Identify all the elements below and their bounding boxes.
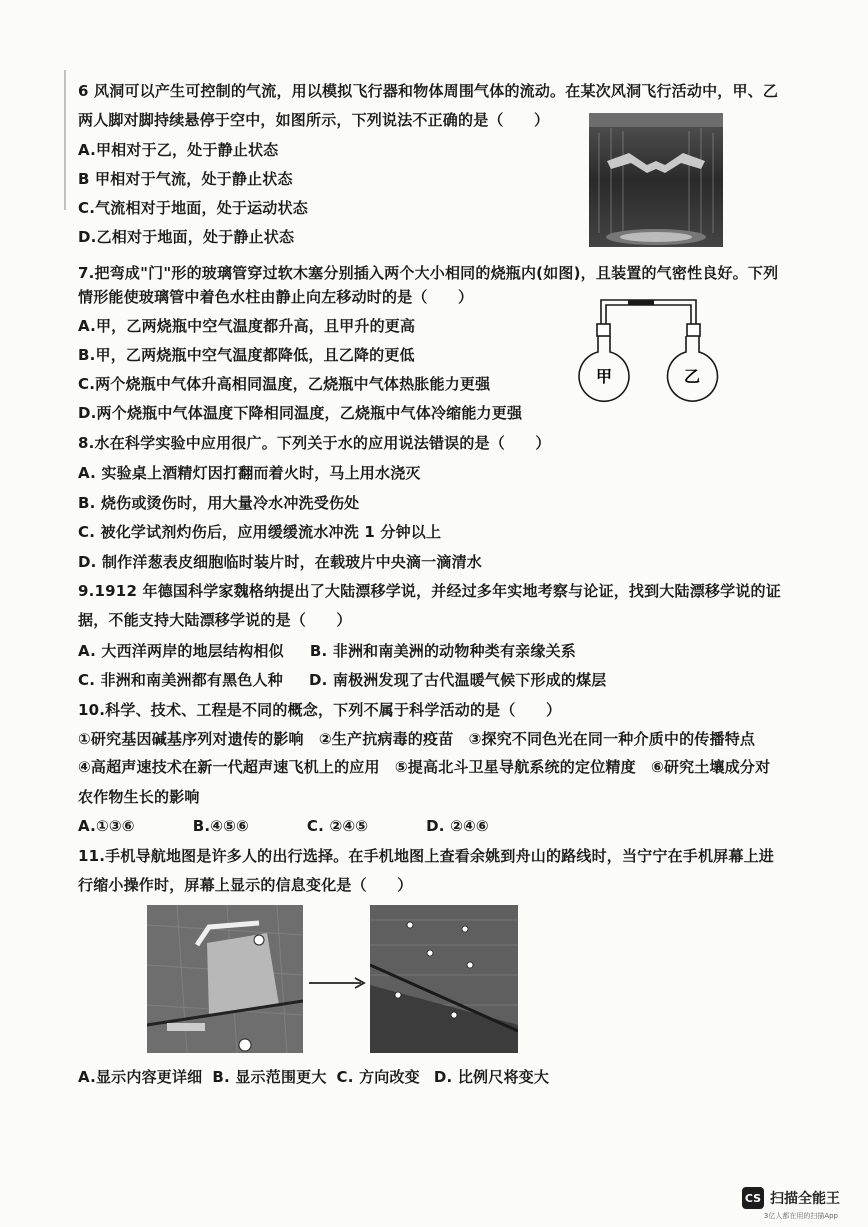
flask-right-label: 乙 [683,367,701,386]
q9-options-ab [78,640,576,662]
q9-option-a[interactable]: A. 大西洋两岸的地层结构相似 [78,642,284,660]
camscanner-slogan: 3亿人都在用的扫描App [763,1212,838,1220]
q10-options [78,815,489,837]
q11-stem-line1: 11.手机导航地图是许多人的出行选择。在手机地图上查看余姚到舟山的路线时，当宁宁在手机屏幕上进 [78,847,774,865]
q10-option-a[interactable]: A.①③⑥ [78,817,135,835]
q6-option-d[interactable]: D.乙相对于地面，处于静止状态 [78,228,295,246]
q10-items-line3: 农作物生长的影响 [78,788,200,806]
q8-stem: 8.水在科学实验中应用很广。下列关于水的应用说法错误的是（ ） [78,434,551,452]
q7-stem-line1: 7.把弯成"门"形的玻璃管穿过软木塞分别插入两个大小相同的烧瓶内(如图)，且装置的气密性良好。下列 [78,264,779,282]
q9-options-cd [78,669,607,691]
q10-option-b[interactable]: B.④⑤⑥ [192,817,249,835]
q11-stem-line2: 行缩小操作时，屏幕上显示的信息变化是（ ） [78,876,413,894]
margin-line [64,70,66,210]
q10-stem: 10.科学、技术、工程是不同的概念，下列不属于科学活动的是（ ） [78,701,562,719]
q8-option-b[interactable]: B. 烧伤或烫伤时，用大量冷水冲洗受伤处 [78,494,360,512]
q11-option-a[interactable]: A.显示内容更详细 [78,1068,203,1086]
q6-option-c[interactable]: C.气流相对于地面，处于运动状态 [78,199,308,217]
map-after-zoom [370,905,518,1053]
arrow-icon [307,975,367,991]
wind-tunnel-photo [589,113,723,247]
water-column [628,300,654,305]
q6-stem-line2: 两人脚对脚持续悬停于空中，如图所示，下列说法不正确的是（ ） [78,111,550,129]
flask-left-label: 甲 [595,367,613,386]
camscanner-watermark [742,1187,840,1209]
q6-option-a[interactable]: A.甲相对于乙，处于静止状态 [78,141,279,159]
q10-items-line1: ①研究基因碱基序列对遗传的影响 ②生产抗病毒的疫苗 ③探究不同色光在同一种介质中的传播特点 [78,730,756,748]
q7-option-c[interactable]: C.两个烧瓶中气体升高相同温度，乙烧瓶中气体热胀能力更强 [78,375,491,393]
q8-option-c[interactable]: C. 被化学试剂灼伤后，应用缓缓流水冲洗 1 分钟以上 [78,523,442,541]
q11-option-c[interactable]: C. 方向改变 [336,1068,420,1086]
q8-option-d[interactable]: D. 制作洋葱表皮细胞临时装片时，在载玻片中央滴一滴清水 [78,553,482,571]
q9-stem-line1: 9.1912 年德国科学家魏格纳提出了大陆漂移学说，并经过多年实地考察与论证，找到大陆漂移学说的证 [78,582,781,600]
q10-option-d[interactable]: D. ②④⑥ [426,817,489,835]
q7-option-d[interactable]: D.两个烧瓶中气体温度下降相同温度，乙烧瓶中气体冷缩能力更强 [78,404,523,422]
flasks-diagram [568,290,738,415]
q11-options [78,1066,549,1088]
q9-option-c[interactable]: C. 非洲和南美洲都有黑色人种 [78,671,283,689]
q7-option-b[interactable]: B.甲，乙两烧瓶中空气温度都降低，且乙降的更低 [78,346,415,364]
q11-option-d[interactable]: D. 比例尺将变大 [433,1068,550,1086]
q9-option-d[interactable]: D. 南极洲发现了古代温暖气候下形成的煤层 [308,671,607,689]
camscanner-logo-icon: CS [742,1187,764,1209]
q11-option-b[interactable]: B. 显示范围更大 [212,1068,327,1086]
map-before-zoom [147,905,303,1053]
q10-option-c[interactable]: C. ②④⑤ [306,817,369,835]
q7-option-a[interactable]: A.甲，乙两烧瓶中空气温度都升高，且甲升的更高 [78,317,416,335]
q6-stem-line1: 6 风洞可以产生可控制的气流，用以模拟飞行器和物体周围气体的流动。在某次风洞飞行活动中，甲、乙 [78,82,779,100]
q10-items-line2: ④高超声速技术在新一代超声速飞机上的应用 ⑤提高北斗卫星导航系统的定位精度 ⑥研究土壤成分对 [78,758,771,776]
q7-stem-line2: 情形能使玻璃管中着色水柱由静止向左移动时的是（ ） [78,288,474,306]
q8-option-a[interactable]: A. 实验桌上酒精灯因打翻而着火时，马上用水浇灭 [78,464,421,482]
camscanner-name: 扫描全能王 [770,1191,840,1207]
q9-stem-line2: 据，不能支持大陆漂移学说的是（ ） [78,611,352,629]
q9-option-b[interactable]: B. 非洲和南美洲的动物种类有亲缘关系 [309,642,576,660]
q6-option-b[interactable]: B 甲相对于气流，处于静止状态 [78,170,293,188]
